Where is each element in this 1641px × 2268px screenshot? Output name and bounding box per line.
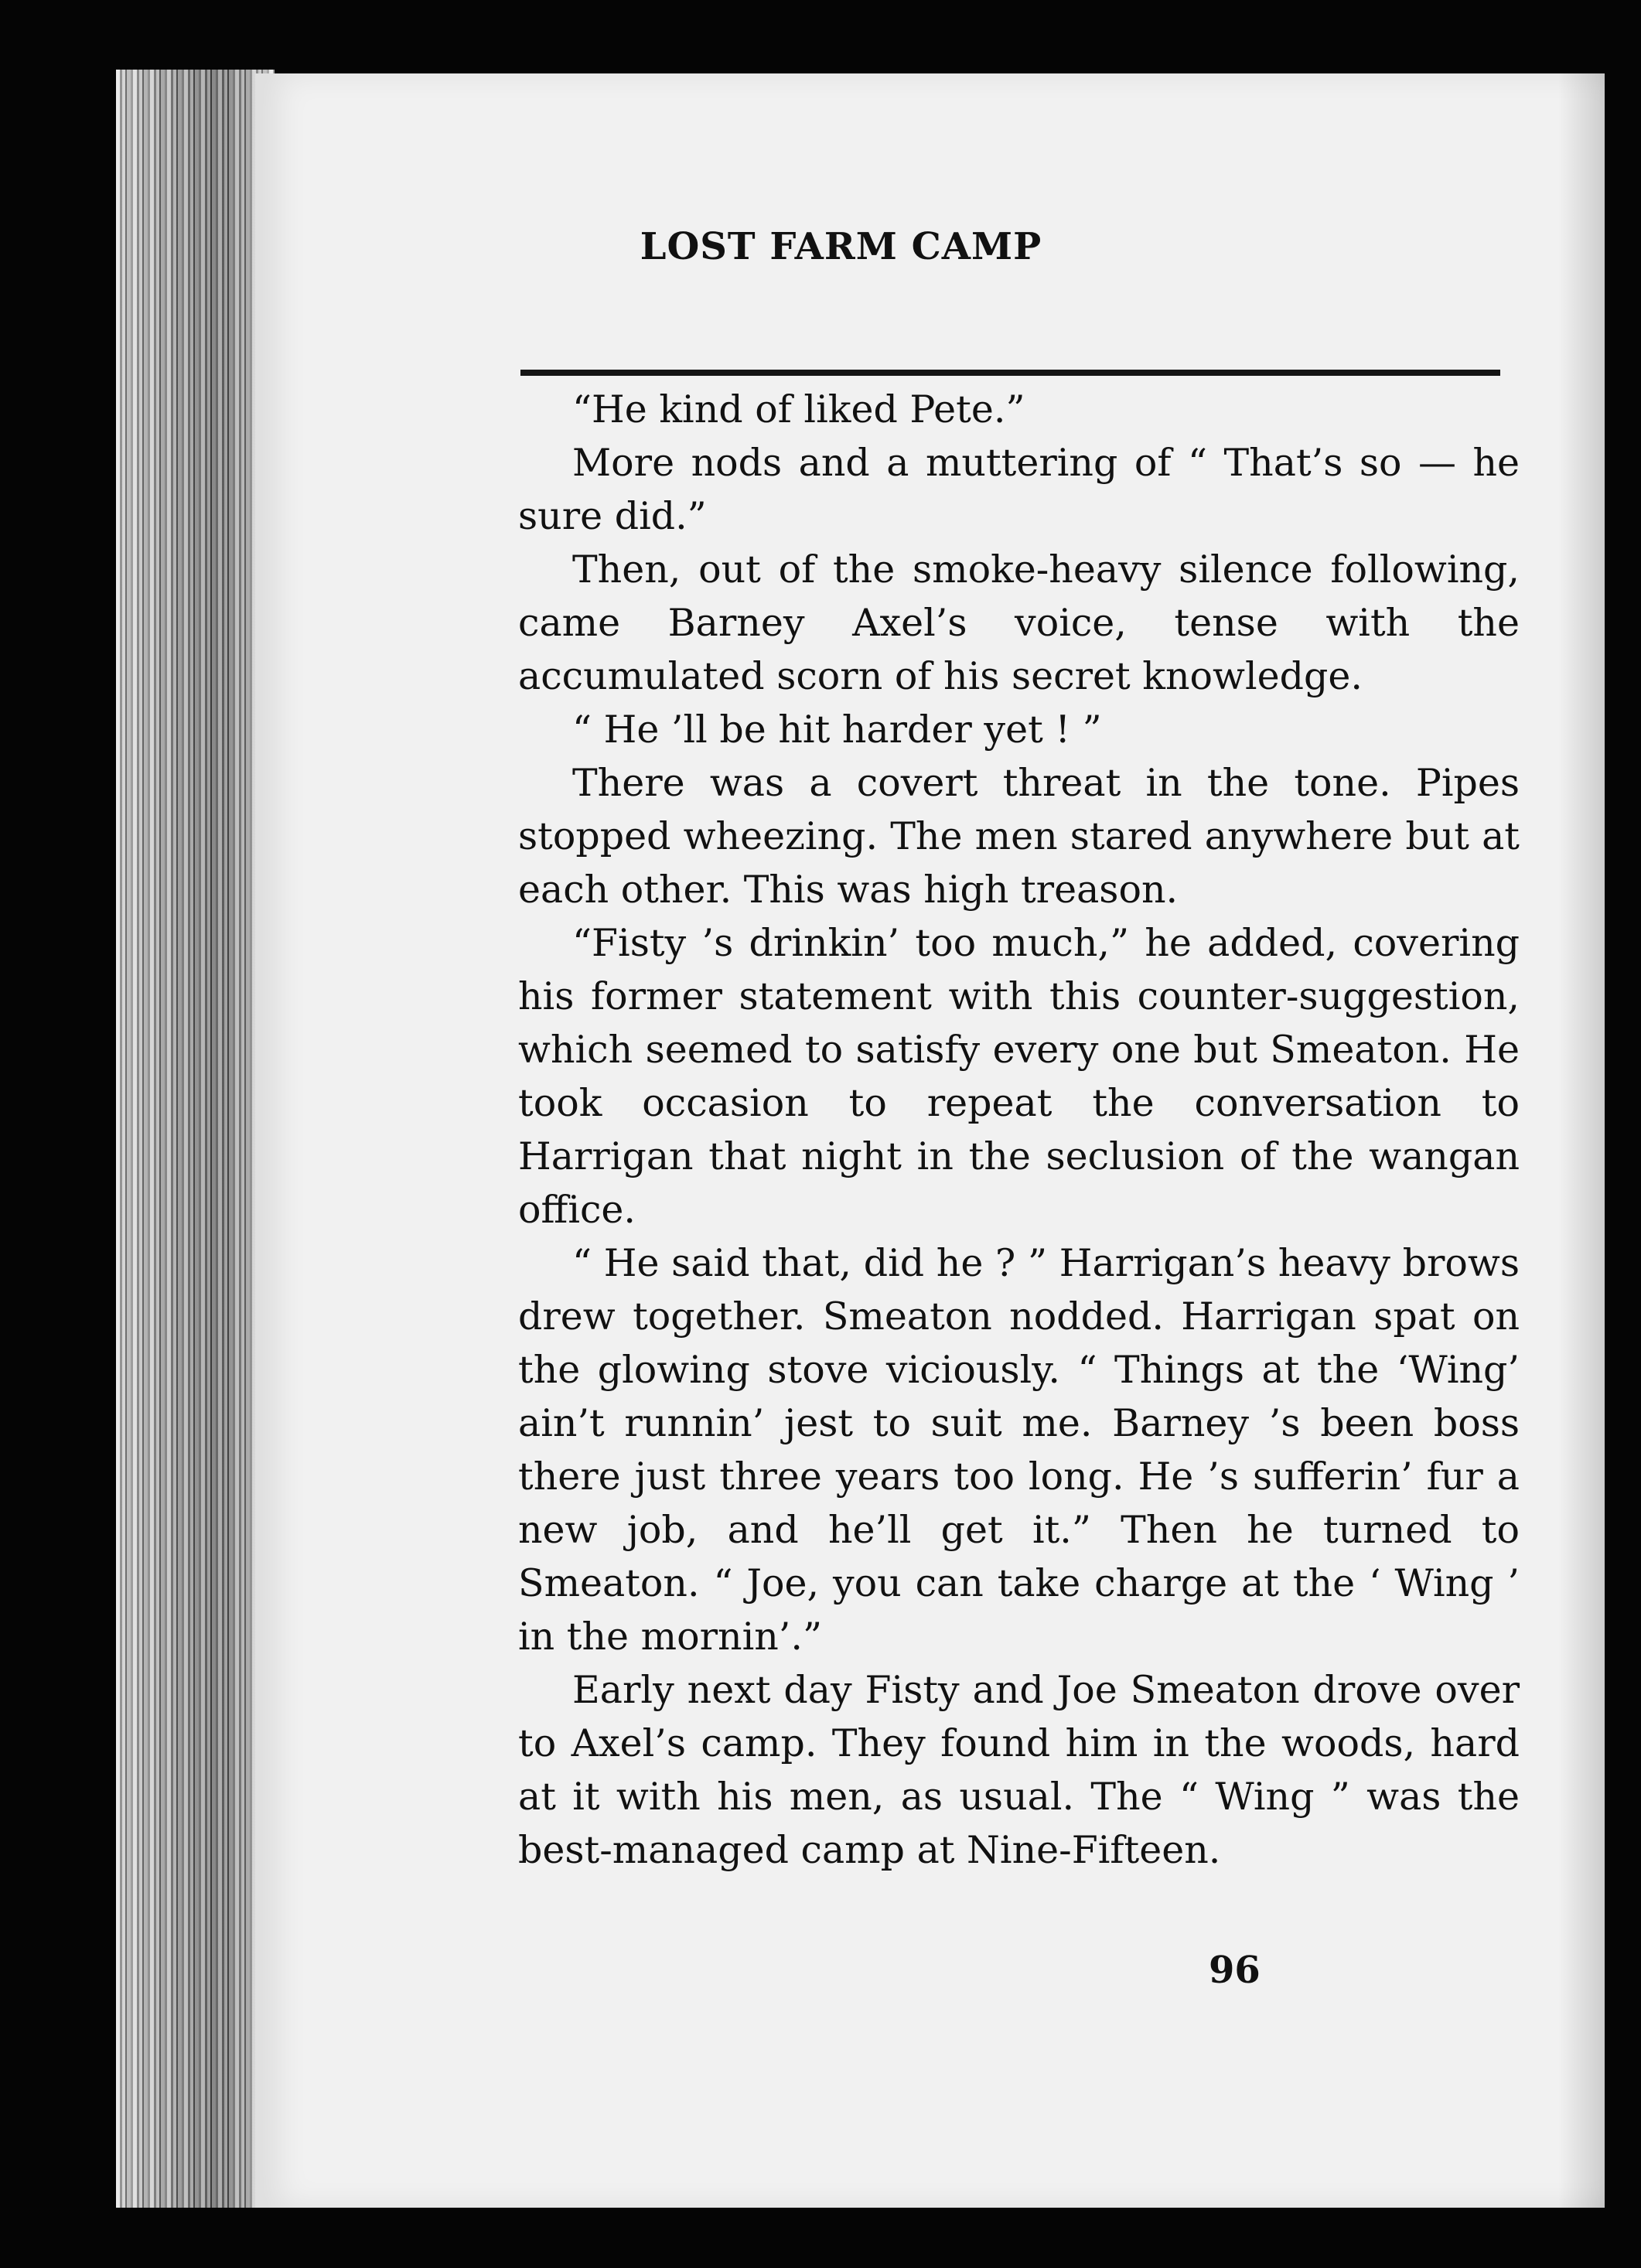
paragraph: Then, out of the smoke-heavy silence following, came Barney Axel’s voice, tense with the accumulated scorn of his secret knowledge. [518, 547, 1520, 698]
paragraph: More nods and a muttering of “ That’s so — he sure did.” [518, 441, 1520, 538]
paragraph: There was a covert threat in the tone. Pipes stopped wheezing. The men stared anywhere but at each other. This was high treason. [518, 761, 1520, 912]
page-text [518, 383, 1520, 1877]
page-number: 96 [1209, 1949, 1261, 1992]
page-edge-shadow [116, 70, 275, 2208]
paragraph: “ He said that, did he ? ” Harrigan’s heavy brows drew together. Smeaton nodded. Harrigan spat on the glowing stove viciously. “ Things at the ‘Wing’ ain’t runnin’ jest to suit me. Barney ’s been boss there just three years too long. He ’s sufferin’ fur a new job, and he’ll get it.” Then he turned to Smeaton. “ Joe, you can take charge at the ‘ Wing ’ in the mornin’.” [518, 1241, 1520, 1659]
paragraph: “Fisty ’s drinkin’ too much,” he added, covering his former statement with this counter-suggestion, which seemed to satisfy every one but Smeaton. He took occasion to repeat the conversation to Harrigan that night in the seclusion of the wangan office. [518, 921, 1520, 1232]
paragraph: “He kind of liked Pete.” [572, 387, 1025, 431]
book-page [255, 73, 1605, 2208]
paragraph: Early next day Fisty and Joe Smeaton drove over to Axel’s camp. They found him in the woods, hard at it with his men, as usual. The “ Wing ” was the best-managed camp at Nine-Fifteen. [518, 1668, 1520, 1872]
header-rule [520, 370, 1500, 376]
running-header: LOST FARM CAMP [640, 225, 1042, 268]
paragraph: “ He ’ll be hit harder yet ! ” [572, 708, 1102, 752]
page-gutter-shadow [1558, 73, 1605, 2208]
